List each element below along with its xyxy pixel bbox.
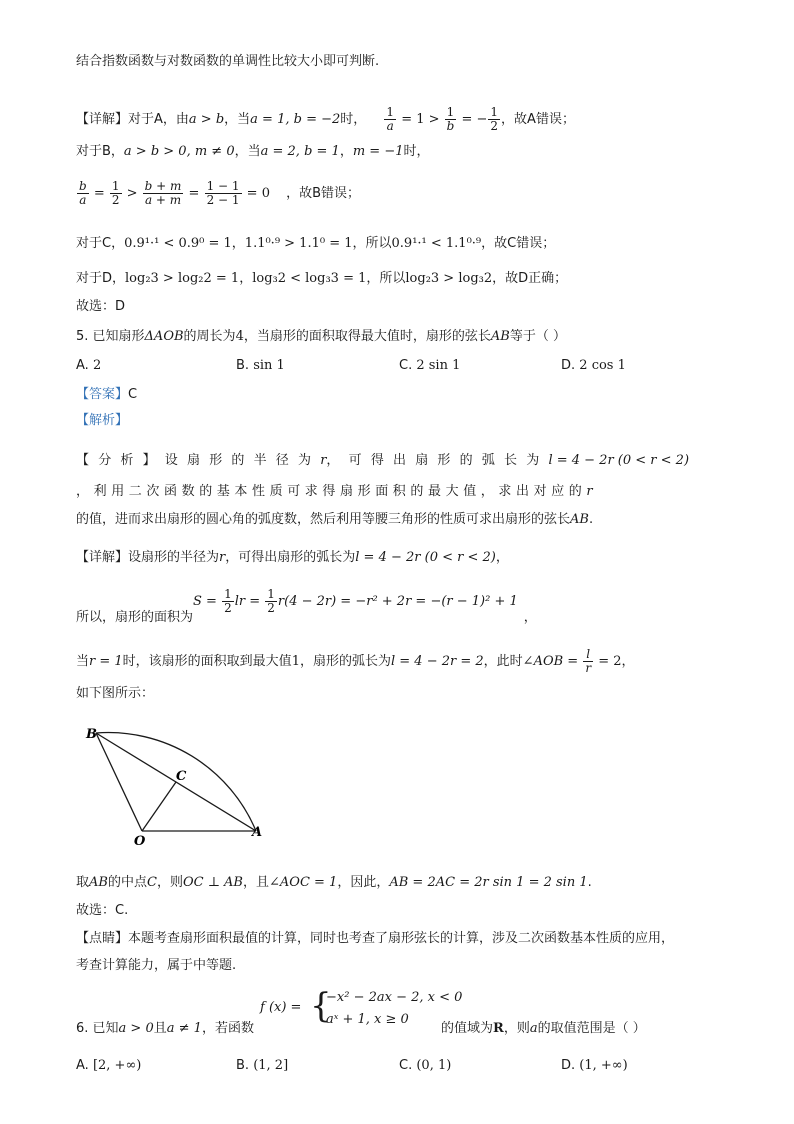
- text: ，且: [243, 875, 270, 890]
- detail-line-3: [76, 648, 635, 675]
- numerator: 1: [267, 587, 275, 601]
- q6-option-d[interactable]: [561, 1058, 628, 1073]
- math: log₂3 > log₃2: [405, 271, 493, 286]
- question-5-stem: [76, 328, 566, 346]
- math: r: [219, 550, 226, 565]
- numerator: 1: [490, 105, 499, 119]
- option-value: (1, 2]: [253, 1058, 289, 1073]
- analysis-tag-line: [76, 412, 128, 430]
- label-b: B: [86, 727, 97, 742]
- function-name: f (x) =: [260, 1000, 302, 1015]
- text-line-intro: [76, 53, 379, 71]
- option-value: 2: [92, 358, 102, 373]
- text: 所以，扇形的面积为: [76, 610, 194, 625]
- fraction: [488, 106, 500, 133]
- option-letter: B.: [236, 1058, 250, 1073]
- math: 0.9¹·¹ < 0.9⁰ = 1: [124, 236, 232, 251]
- text-line-choice-d: [76, 298, 125, 316]
- math: a > b: [188, 112, 225, 127]
- detail-line-5: [76, 874, 592, 892]
- text: ，则: [503, 1021, 530, 1036]
- math: C: [146, 875, 157, 890]
- option-value: (0, 1): [416, 1058, 452, 1073]
- denominator: 2: [111, 193, 120, 207]
- option-value: [2, +∞): [92, 1058, 142, 1073]
- text: ，若函数: [201, 1021, 254, 1036]
- text: ，当扇形的面积取得最大值时，扇形的弦长: [243, 329, 491, 344]
- text: ，因此，: [337, 875, 390, 890]
- text: ，故A错误；: [501, 112, 575, 127]
- q5-option-a[interactable]: [76, 358, 101, 373]
- text-line-option-a: [76, 106, 575, 133]
- text: 如下图所示：: [76, 686, 155, 701]
- q6-option-a[interactable]: [76, 1058, 141, 1073]
- math: AB = 2AC = 2r sin 1 = 2 sin 1: [389, 875, 588, 890]
- option-letter: D.: [561, 1058, 576, 1073]
- numerator: b + m: [144, 179, 182, 193]
- text: 时，: [340, 112, 367, 127]
- analysis-line-1: [76, 452, 689, 470]
- text: 时，该扇形的面积取到最大值: [122, 654, 292, 669]
- detail-tag: 【详解】: [76, 550, 129, 565]
- q5-option-b[interactable]: [236, 358, 285, 373]
- q5-option-c[interactable]: [399, 358, 460, 373]
- text: 设扇形的半径为: [128, 550, 220, 565]
- sector-figure: [80, 718, 280, 848]
- text: ，扇形的弧长为: [299, 654, 391, 669]
- text: ，: [231, 236, 245, 251]
- math: AB: [570, 512, 589, 527]
- text: ，所以: [352, 236, 392, 251]
- detail-line-4: [76, 685, 154, 703]
- math: =: [89, 186, 109, 201]
- brace: {: [310, 986, 332, 1026]
- math: l = 4 − 2r (0 < r < 2): [355, 550, 496, 565]
- math: log₃2 < log₃3 = 1: [252, 271, 367, 286]
- fraction: [110, 180, 122, 207]
- question-6-stem: [76, 1020, 254, 1038]
- text: 本题考查扇形面积最值的计算，同时也考查了扇形弦长的计算，涉及二次函数基本性质的应用，: [128, 931, 675, 946]
- denominator: 2: [224, 601, 232, 615]
- segment-oc: [142, 782, 176, 831]
- text: 且: [153, 1021, 167, 1036]
- math: S =: [193, 594, 222, 609]
- piecewise-case-1: −x² − 2ax − 2, x < 0: [326, 990, 463, 1005]
- option-value: 2 cos 1: [579, 358, 626, 373]
- math: m = −1: [352, 144, 404, 159]
- text: 6. 已知: [76, 1021, 119, 1036]
- fraction: [205, 180, 242, 207]
- option-letter: B.: [236, 358, 250, 373]
- analysis-line-2: [76, 483, 593, 501]
- text: ，: [523, 610, 537, 625]
- math: a = 2, b = 1: [260, 144, 340, 159]
- denominator: a + m: [144, 193, 182, 207]
- numerator: 1 − 1: [206, 179, 240, 193]
- option-letter: C.: [399, 358, 413, 373]
- text: 的值，进而求出扇形的圆心角的弧度数，然后利用等腰三角形的性质可求出扇形的弦长: [76, 512, 571, 527]
- math: R: [493, 1021, 504, 1036]
- option-value: 2 sin 1: [416, 358, 461, 373]
- math: lr =: [234, 594, 265, 609]
- label-o: O: [134, 834, 146, 848]
- option-letter: D.: [561, 358, 576, 373]
- denominator: 2 − 1: [206, 193, 240, 207]
- q6-option-c[interactable]: [399, 1058, 451, 1073]
- text: ，可得出扇形的弧长为: [326, 453, 549, 468]
- option-value: (1, +∞): [579, 1058, 628, 1073]
- math: r = 1: [89, 654, 123, 669]
- math: 1.1⁰·⁹ > 1.1⁰ = 1: [244, 236, 353, 251]
- denominator: a: [386, 119, 394, 133]
- fraction: [445, 106, 457, 133]
- math: 4: [235, 329, 244, 344]
- numerator: 1: [386, 105, 395, 119]
- fraction: [384, 106, 396, 133]
- option-value: sin 1: [253, 358, 285, 373]
- text: ，当: [224, 112, 251, 127]
- answer-line: [76, 386, 137, 404]
- math: l = 4 − 2r (0 < r < 2): [548, 453, 690, 468]
- text: 对于C，: [76, 236, 125, 251]
- label-c: C: [176, 769, 187, 784]
- fraction: [583, 648, 593, 675]
- math: =: [184, 186, 204, 201]
- text: .: [588, 512, 594, 527]
- text: ，: [621, 654, 635, 669]
- text: ，此时: [483, 654, 523, 669]
- text-line-option-b-calc: [76, 180, 360, 207]
- math: AB: [490, 329, 510, 344]
- math: r(4 − 2r) = −r² + 2r = −(r − 1)² + 1: [277, 594, 518, 609]
- piecewise-case-2: aˣ + 1, x ≥ 0: [326, 1012, 409, 1027]
- math: l = 4 − 2r = 2: [390, 654, 484, 669]
- text: ，故B错误；: [286, 186, 361, 201]
- text: ，所以: [366, 271, 406, 286]
- text: 的中点: [107, 875, 147, 890]
- text: 的取值范围是（ ）: [537, 1021, 646, 1036]
- math: 1: [291, 654, 300, 669]
- text: ，故C错误；: [481, 236, 556, 251]
- text: 的周长为: [183, 329, 236, 344]
- text: ，: [239, 271, 253, 286]
- text: 对于A，由: [128, 112, 189, 127]
- denominator: 2: [267, 601, 275, 615]
- math: a ≠ 1: [166, 1021, 202, 1036]
- fraction: [143, 180, 184, 207]
- q5-option-d[interactable]: [561, 358, 626, 373]
- text: ，利用二次函数的基本性质可求得扇形面积的最大值，求出对应的: [76, 484, 587, 499]
- math: 0.9¹·¹ < 1.1⁰·⁹: [391, 236, 482, 251]
- text: 对于D，: [76, 271, 126, 286]
- choice-c-line: [76, 902, 128, 920]
- denominator: 2: [490, 119, 499, 133]
- text: ，故D正确；: [492, 271, 568, 286]
- math: a: [529, 1021, 538, 1036]
- math: = 1 >: [397, 112, 444, 127]
- denominator: b: [446, 119, 455, 133]
- text: ，当: [234, 144, 261, 159]
- denominator: r: [585, 661, 592, 675]
- label-a: A: [252, 825, 263, 840]
- option-letter: C.: [399, 1058, 413, 1073]
- text: 【分析】设扇形的半径为: [76, 453, 321, 468]
- text: ，可得出扇形的弧长为: [225, 550, 356, 565]
- math: a > 0: [118, 1021, 154, 1036]
- math: a = 1, b = −2: [250, 112, 341, 127]
- detail-line-1: [76, 549, 509, 567]
- numerator: l: [583, 648, 593, 662]
- detail-line-2: [76, 587, 537, 625]
- question-6-stem-end: [441, 1020, 646, 1038]
- math: ∠AOB =: [522, 654, 583, 669]
- math: ∠AOC = 1: [269, 875, 338, 890]
- math: = 0: [242, 186, 270, 201]
- text: ，: [339, 144, 353, 159]
- math: >: [122, 186, 142, 201]
- text: 5. 已知扇形: [76, 329, 145, 344]
- denominator: a: [79, 193, 87, 207]
- math: log₂3 > log₂2 = 1: [125, 271, 240, 286]
- detail-tag: 【详解】: [76, 112, 129, 127]
- numerator: 1: [111, 179, 120, 193]
- comment-line-2: [76, 957, 236, 975]
- answer-tag: 【答案】: [76, 387, 129, 402]
- option-letter: A.: [76, 1058, 89, 1073]
- comment-line-1: [76, 930, 674, 948]
- text: 等于（ ）: [509, 329, 566, 344]
- comment-tag: 【点睛】: [76, 931, 129, 946]
- text: 的值域为: [441, 1021, 494, 1036]
- intro-text: 结合指数函数与对数函数的单调性比较大小即可判断.: [76, 54, 380, 69]
- text: 取: [76, 875, 90, 890]
- option-letter: A.: [76, 358, 89, 373]
- math: = 2: [594, 654, 622, 669]
- text: 故选：D: [76, 299, 126, 314]
- math: = −: [457, 112, 488, 127]
- text: .: [587, 875, 592, 890]
- analysis-tag: 【解析】: [76, 413, 129, 428]
- text: 时，: [403, 144, 430, 159]
- text-line-option-b: [76, 143, 430, 161]
- numerator: b: [79, 179, 87, 193]
- answer-value: C: [128, 387, 138, 402]
- math: r: [586, 484, 593, 499]
- text: 故选：C.: [76, 903, 129, 918]
- fraction: [222, 588, 234, 615]
- text: ，: [495, 550, 509, 565]
- fraction: [265, 588, 277, 615]
- text-line-option-d: [76, 270, 567, 288]
- math: r: [320, 453, 327, 468]
- text: 对于B，: [76, 144, 124, 159]
- q6-option-b[interactable]: [236, 1058, 288, 1073]
- math: ΔAOB: [144, 329, 184, 344]
- text-line-option-c: [76, 235, 555, 253]
- numerator: 1: [224, 587, 232, 601]
- math: a > b > 0, m ≠ 0: [123, 144, 235, 159]
- text: ，则: [156, 875, 183, 890]
- text: 当: [76, 654, 90, 669]
- analysis-line-3: [76, 511, 593, 529]
- fraction: [77, 180, 89, 207]
- math: OC ⊥ AB: [182, 875, 243, 890]
- text: 考查计算能力，属于中等题.: [76, 958, 237, 973]
- numerator: 1: [445, 106, 457, 120]
- math: AB: [89, 875, 108, 890]
